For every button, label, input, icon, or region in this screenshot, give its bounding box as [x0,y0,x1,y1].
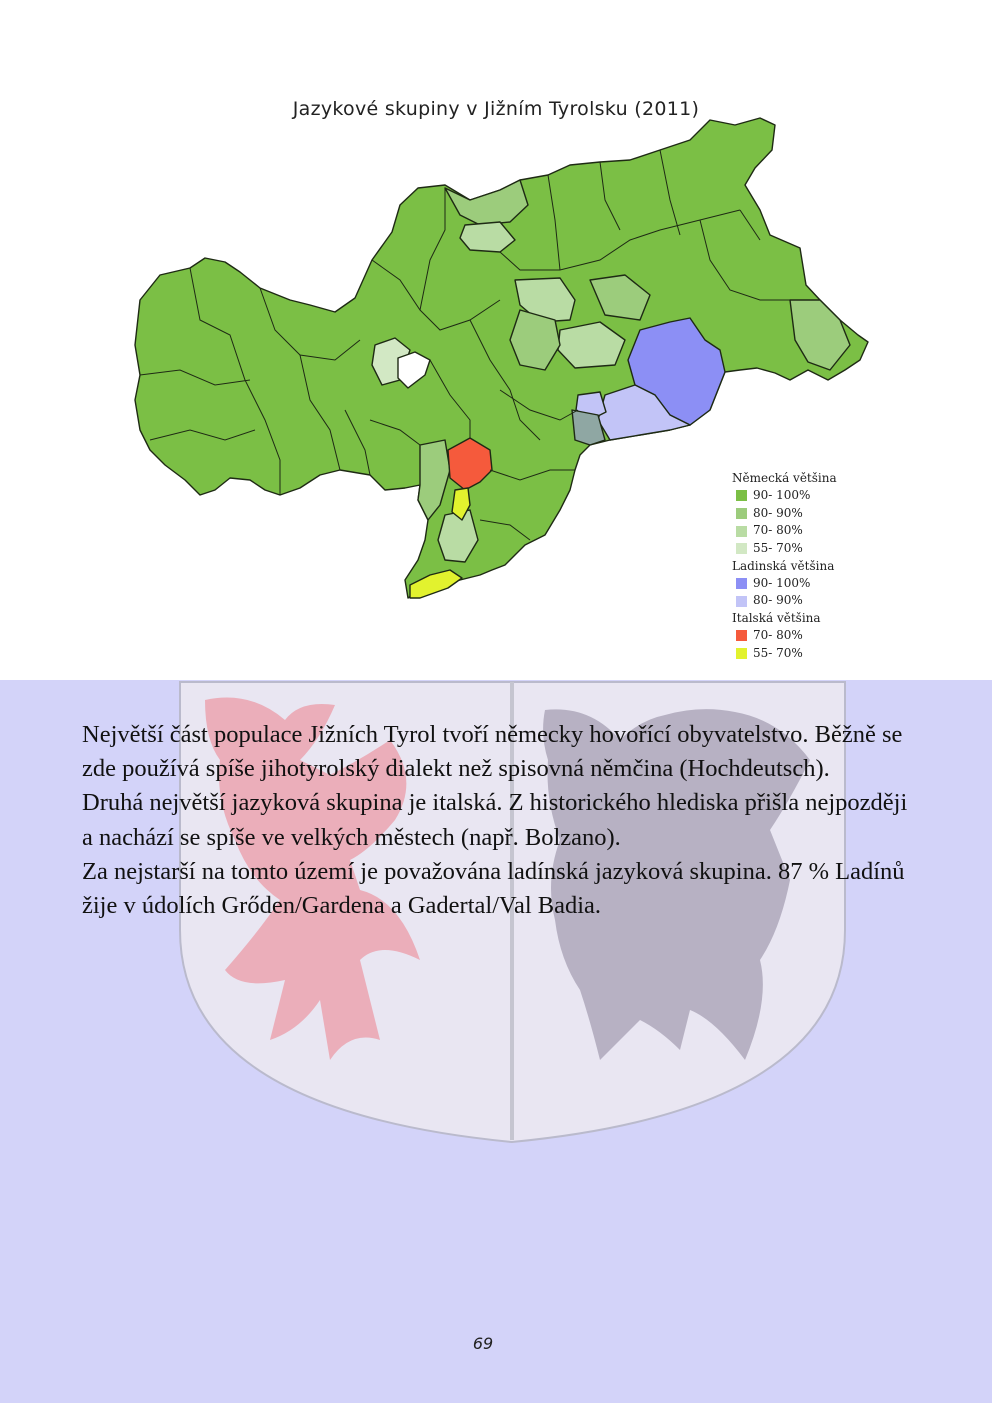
legend-label: 70- 80% [753,628,803,643]
legend-item-ladin-90-100 [732,575,837,593]
legend-item-italian-70-80 [732,627,837,645]
body-text [82,718,912,923]
paragraph-ladin: Za nejstarší na tomto území je považována ladínská jazyková skupina. 87 % Ladínů žije v údolích Grőden/Gardena a Gadertal/Val Badia. [82,857,905,920]
legend-label: 55- 70% [753,645,803,660]
legend-swatch [736,526,747,537]
legend-swatch [736,490,747,501]
legend-item-german-70-80 [732,522,837,540]
legend-swatch [736,648,747,659]
legend-title-german: Německá většina [732,471,837,485]
legend-label: 70- 80% [753,523,803,538]
legend-title-ladin: Ladinská většina [732,558,835,573]
page-number: 69 [472,1334,494,1353]
legend-item-italian-55-70 [732,645,837,663]
paragraph-german: Největší část populace Jižních Tyrol tvoří německy hovořící obyvatelstvo. Běžně se zde používá spíše jihotyrolský dialekt než spisovná němčina (Hochdeutsch). [82,721,903,783]
language-map [0,0,992,680]
paragraph-italian: Druhá největší jazyková skupina je italská. Z historického hlediska přišla nejpozději a nachází se spíše ve velkých městech (např. Bolzano). [82,789,908,851]
map-legend [732,470,837,663]
map-title: Jazykové skupiny v Jižním Tyrolsku (2011) [292,98,700,120]
legend-item-german-55-70 [732,540,837,558]
legend-swatch [736,543,747,554]
legend-swatch [736,596,747,607]
legend-item-ladin-80-90 [732,592,837,610]
legend-item-german-90-100 [732,487,837,505]
legend-label: 55- 70% [753,541,803,556]
legend-label: 80- 90% [753,505,803,520]
legend-label: 90- 100% [753,575,811,590]
legend-label: 80- 90% [753,593,803,608]
legend-label: 90- 100% [753,488,811,502]
legend-swatch [736,630,747,641]
legend-item-german-80-90 [732,505,837,523]
legend-swatch [736,508,747,519]
legend-swatch [736,578,747,589]
legend-title-italian: Italská většina [732,611,821,626]
